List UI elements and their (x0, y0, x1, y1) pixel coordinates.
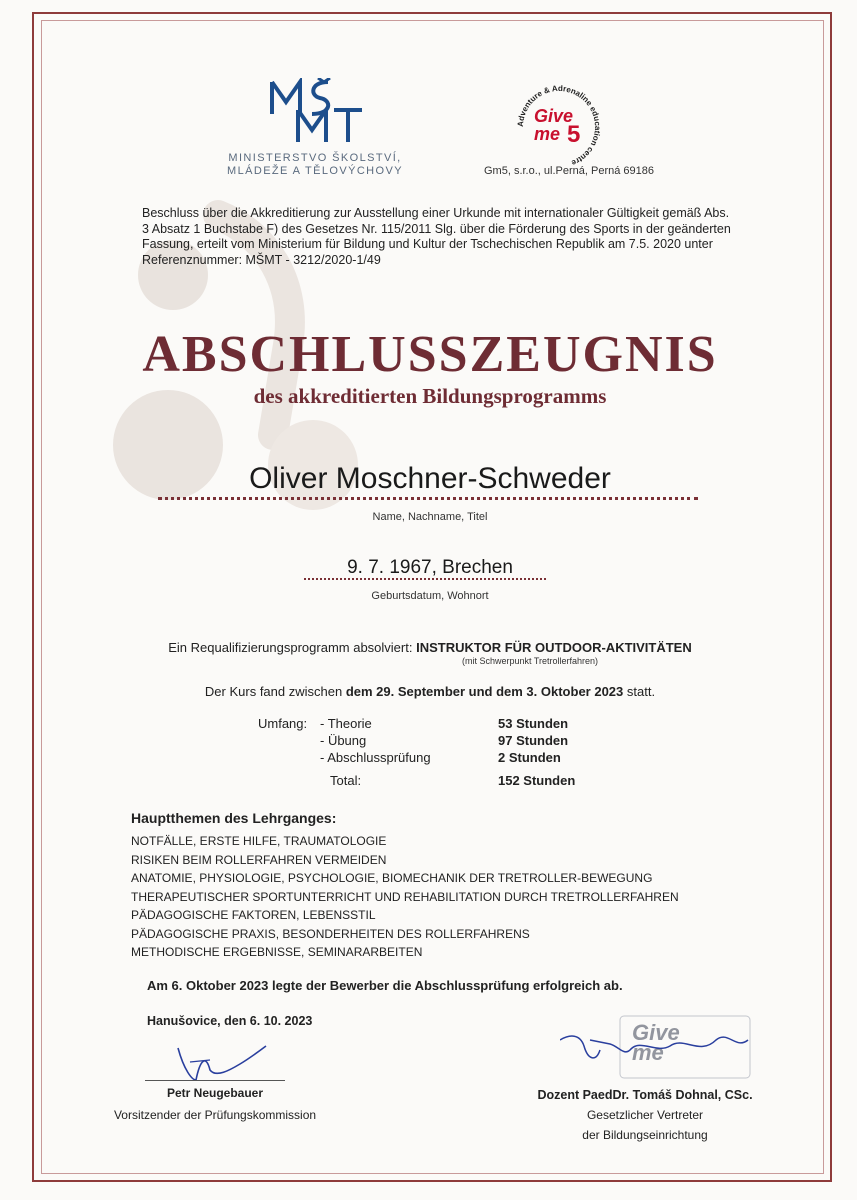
giveme5-logo-icon (512, 80, 606, 174)
accreditation-paragraph (142, 206, 742, 268)
accreditation-line-4: Referenznummer: MŠMT - 3212/2020-1/49 (142, 252, 381, 267)
left-signature-line (145, 1080, 285, 1081)
scope-value-theory: 53 Stunden (498, 716, 569, 731)
program-note: (mit Schwerpunkt Tretrollerfahren) (462, 656, 599, 666)
birth-dotted-line (304, 578, 546, 580)
accreditation-line-3: Fassung, erteilt vom Ministerium für Bildung und Kultur der Tschechischen Republik am 7.5. 2020 unter (142, 237, 713, 251)
stamp-logo-me: me (632, 1040, 664, 1065)
left-signatory-role: Vorsitzender der Prüfungskommission (113, 1108, 317, 1122)
giveme5-address: Gm5, s.r.o., ul.Perná, Perná 69186 (484, 165, 654, 177)
program-line (60, 640, 800, 655)
scope-item-practice: - Übung (320, 733, 367, 748)
topic-item: RISIKEN BEIM ROLLERFAHREN VERMEIDEN (131, 852, 387, 867)
scope-item-theory: - Theorie (320, 716, 372, 731)
scope-item-exam: - Abschlussprüfung (320, 750, 431, 765)
topic-item: PÄDAGOGISCHE PRAXIS, BESONDERHEITEN DES ROLLERFAHRENS (131, 926, 530, 941)
giveme5-word-give: Give (534, 106, 574, 126)
topics-title: Hauptthemen des Lehrganges: (131, 810, 337, 826)
birth-caption: Geburtsdatum, Wohnort (371, 590, 489, 602)
topic-item: METHODISCHE ERGEBNISSE, SEMINARARBEITEN (131, 945, 423, 959)
giveme5-five: 5 (567, 121, 581, 148)
accreditation-line-2: 3 Absatz 1 Buchstabe F) des Gesetzes Nr. 115/2011 Slg. über die Förderung des Sports in der geänderten (142, 221, 731, 236)
right-signatory-role-line2: der Bildungseinrichtung (582, 1128, 708, 1142)
msmt-name (215, 152, 415, 178)
exam-result: Am 6. Oktober 2023 legte der Bewerber die Abschlussprüfung erfolgreich ab. (147, 978, 623, 993)
scope-total-label: Total: (330, 773, 362, 788)
program-name: INSTRUKTOR FÜR OUTDOOR-AKTIVITÄTEN (416, 640, 692, 655)
topic-item: THERAPEUTISCHER SPORTUNTERRICHT UND REHABILITATION DURCH TRETROLLERFAHREN (131, 889, 679, 904)
name-dotted-line (158, 497, 698, 500)
msmt-name-line2: MLÁDEŽE A TĚLOVÝCHOVY (227, 165, 403, 177)
program-prefix: Ein Requalifizierungsprogramm absolviert: (168, 640, 413, 655)
accreditation-line-1: Beschluss über die Akkreditierung zur Ausstellung einer Urkunde mit internationaler Gültigkeit gemäß Abs. (142, 206, 730, 220)
stamp-and-signature (560, 1010, 760, 1090)
certificate-title: ABSCHLUSSZEUGNIS (142, 326, 718, 383)
giveme5-ring-text: Adventure & Adrenaline education centre (515, 83, 603, 168)
place-and-date: Hanušovice, den 6. 10. 2023 (147, 1014, 313, 1028)
name-caption: Name, Nachname, Titel (372, 511, 488, 523)
right-signatory-role-line1: Gesetzlicher Vertreter (586, 1108, 704, 1122)
scope-label: Umfang: (258, 716, 308, 731)
scope-value-practice: 97 Stunden (498, 733, 569, 748)
giveme5-word-me: me (534, 124, 561, 144)
scope-total-value: 152 Stunden (498, 773, 576, 788)
topics-list (131, 832, 771, 962)
course-suffix: statt. (626, 684, 656, 699)
stamp-logo-give: Give (632, 1020, 680, 1045)
recipient-name: Oliver Moschner-Schweder (249, 462, 611, 495)
right-signatory-name: Dozent PaedDr. Tomáš Dohnal, CSc. (537, 1088, 753, 1102)
topic-item: ANATOMIE, PHYSIOLOGIE, PSYCHOLOGIE, BIOMECHANIK DER TRETROLLER-BEWEGUNG (131, 871, 653, 885)
topic-item: NOTFÄLLE, ERSTE HILFE, TRAUMATOLOGIE (131, 834, 387, 848)
msmt-logo-icon (268, 78, 368, 146)
left-signature-scribble (170, 1040, 270, 1085)
birth-date-place: 9. 7. 1967, Brechen (347, 557, 513, 578)
scope-value-exam: 2 Stunden (498, 750, 561, 765)
course-dates-line (60, 684, 800, 699)
course-dates: dem 29. September und dem 3. Oktober 2023 (345, 684, 624, 699)
msmt-name-line1: MINISTERSTVO ŠKOLSTVÍ, (228, 152, 402, 164)
topic-item: PÄDAGOGISCHE FAKTOREN, LEBENSSTIL (131, 908, 376, 922)
certificate-subtitle: des akkreditierten Bildungsprogramms (253, 384, 607, 408)
course-prefix: Der Kurs fand zwischen (204, 684, 343, 699)
left-signatory-name: Petr Neugebauer (166, 1086, 264, 1100)
